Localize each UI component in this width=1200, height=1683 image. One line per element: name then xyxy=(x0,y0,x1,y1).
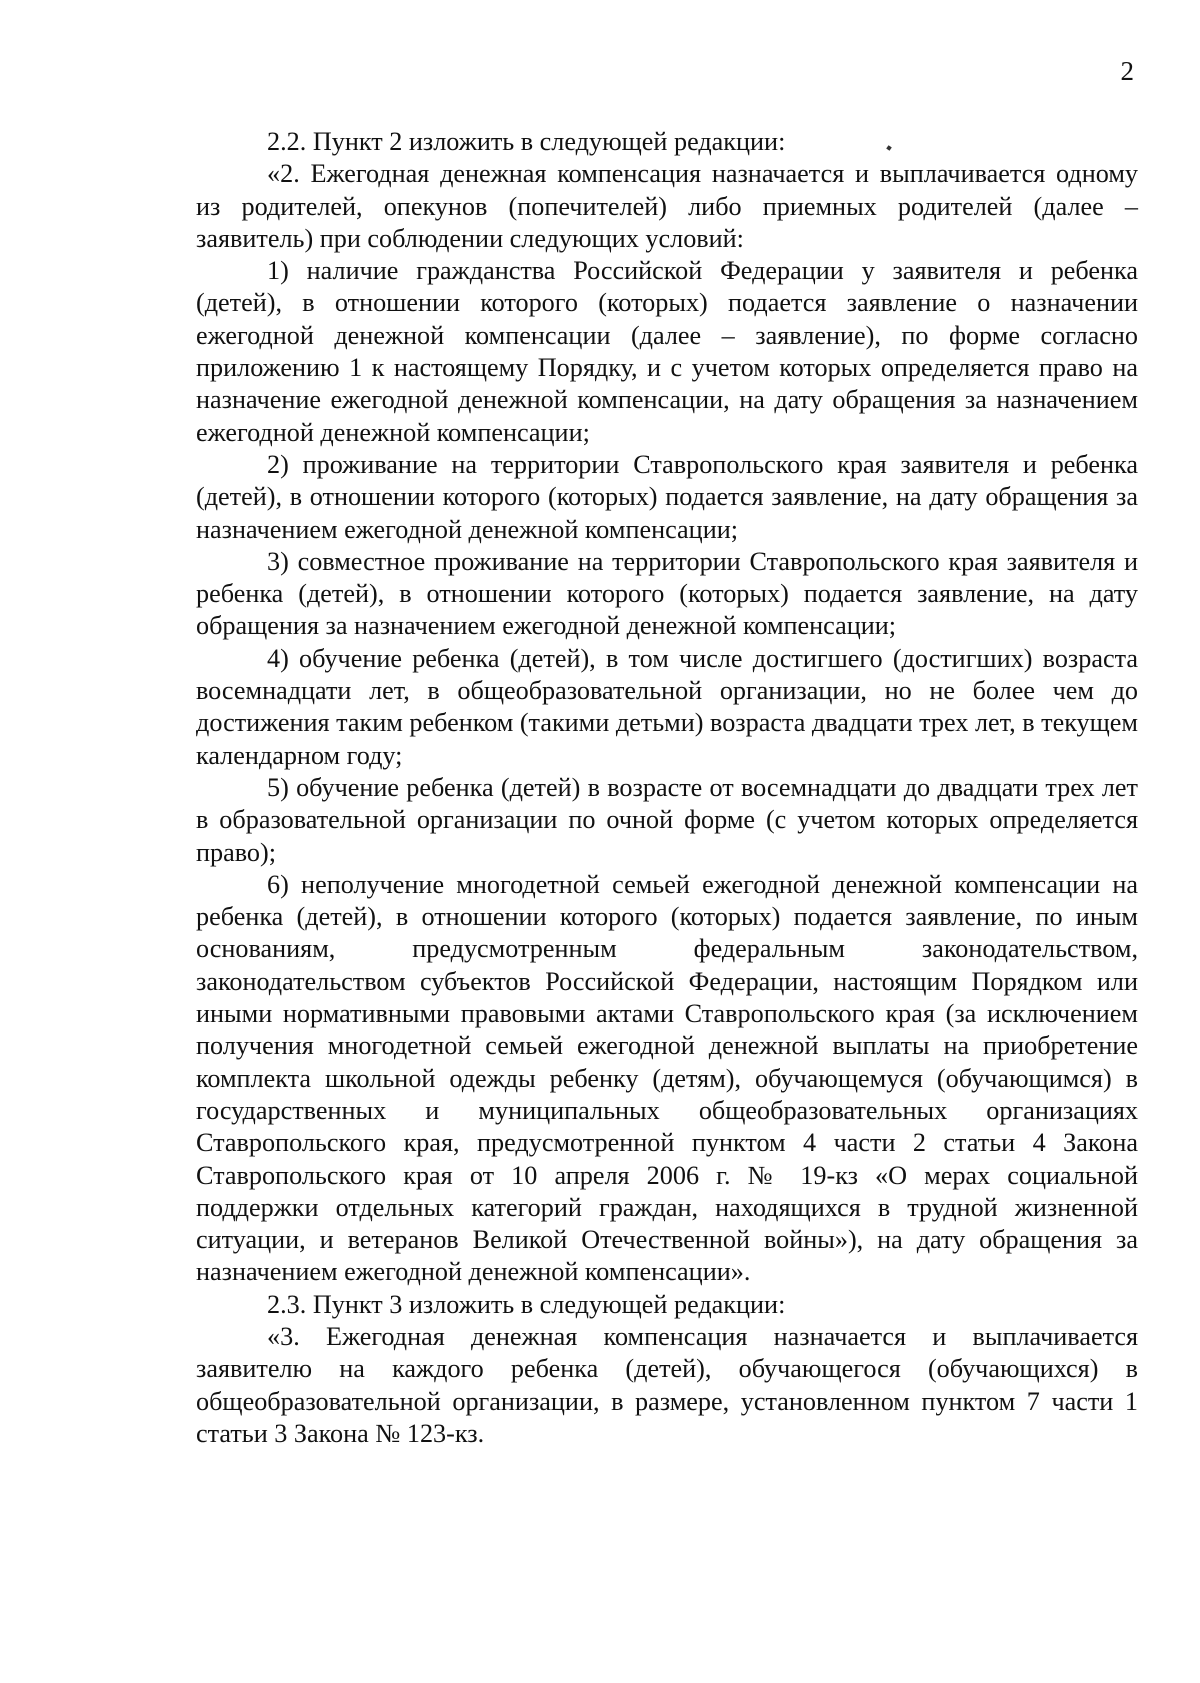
paragraph-item-2-text: «2. Ежегодная денежная компенсация назначается и выплачивается одному из родителей, опекунов (попечителей) либо приемных родителей (далее – заявитель) при соблюдении следующих условий: xyxy=(196,159,1138,253)
document-body xyxy=(196,126,1138,1450)
page-number: 2 xyxy=(1120,56,1134,86)
paragraph-2-2-heading: 2.2. Пункт 2 изложить в следующей редакции: xyxy=(267,127,786,156)
paragraph-condition-5: 5) обучение ребенка (детей) в возрасте от восемнадцати до двадцати трех лет в образовательной организации по очной форме (с учетом которых определяется право); xyxy=(196,772,1138,867)
paragraph-condition-3: 3) совместное проживание на территории Ставропольского края заявителя и ребенка (детей), в отношении которого (которых) подается заявление, на дату обращения за назначением ежегодной денежной компенсации; xyxy=(196,546,1138,641)
paragraph-condition-6: 6) неполучение многодетной семьей ежегодной денежной компенсации на ребенка (детей), в отношении которого (которых) подается заявление, по иным основаниям, предусмотренным федеральным законодательством, законодательством субъектов Российской Федерации, настоящим Порядком или иными нормативными правовыми актами Ставропольского края (за исключением получения многодетной семьей ежегодной денежной выплаты на приобретение комплекта школьной одежды ребенку (детям), обучающемуся (обучающимся) в государственных и муниципальных общеобразовательных организациях Ставропольского края, предусмотренной пунктом 4 части 2 статьи 4 Закона Ставропольского края от 10 апреля 2006 г. № 19-кз «О мерах социальной поддержки отдельных категорий граждан, находящихся в трудной жизненной ситуации, и ветеранов Великой Отечественной войны»), на дату обращения за назначением ежегодной денежной компенсации». xyxy=(196,869,1138,1287)
paragraph-condition-1: 1) наличие гражданства Российской Федерации у заявителя и ребенка (детей), в отношении которого (которых) подается заявление о назначении ежегодной денежной компенсации (далее – заявление), по форме согласно приложению 1 к настоящему Порядку, и с учетом которых определяется право на назначение ежегодной денежной компенсации, на дату обращения за назначением ежегодной денежной компенсации; xyxy=(196,256,1138,447)
paragraph-condition-2: 2) проживание на территории Ставропольского края заявителя и ребенка (детей), в отношении которого (которых) подается заявление, на дату обращения за назначением ежегодной денежной компенсации; xyxy=(196,449,1138,544)
paragraph-item-3-text: «3. Ежегодная денежная компенсация назначается и выплачивается заявителю на каждого ребенка (детей), обучающегося (обучающихся) в общеобразовательной организации, в размере, установленном пунктом 7 части 1 статьи 3 Закона № 123-кз. xyxy=(196,1321,1138,1448)
paragraph-condition-4: 4) обучение ребенка (детей), в том числе достигшего (достигших) возраста восемнадцати лет, в общеобразовательной организации, но не более чем до достижения таким ребенком (такими детьми) возраста двадцати трех лет, в текущем календарном году; xyxy=(196,643,1138,770)
paragraph-2-3-heading: 2.3. Пункт 3 изложить в следующей редакции: xyxy=(267,1289,786,1319)
